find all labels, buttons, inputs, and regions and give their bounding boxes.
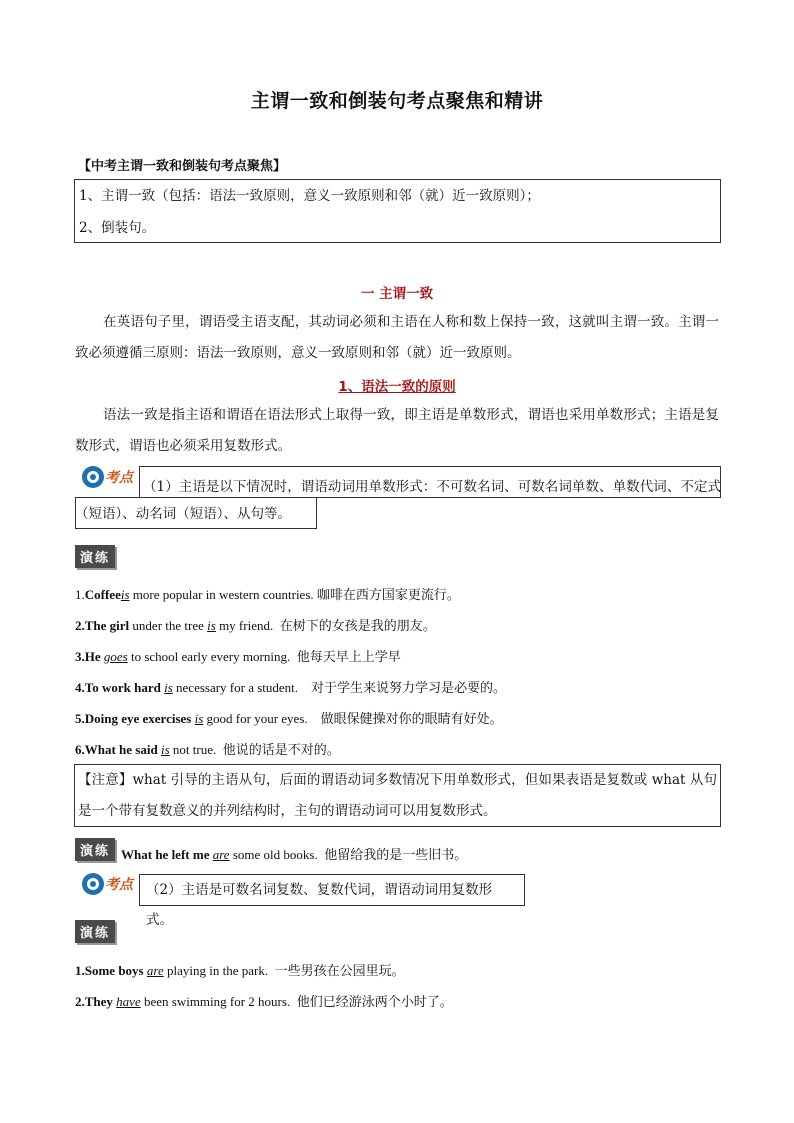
lianxi-label: 演练 — [75, 545, 115, 568]
note-text: 【注意】what 引导的主语从句，后面的谓语动词多数情况下用单数形式，但如果表语是复数或 what 从句是一个带有复数意义的并列结构时，主句的谓语动词可以用复数形式。 — [78, 772, 717, 819]
kaodian-box-1 — [75, 466, 721, 529]
target-icon — [82, 873, 104, 895]
kaodian-box-2 — [139, 874, 525, 928]
example-row: 1.Some boys are playing in the park. 一些男孩在公园里玩。 — [75, 963, 405, 979]
kaodian-marker-2 — [82, 873, 133, 895]
note-example: 演练 What he left me are some old books. 他留给我的是一些旧书。 — [75, 836, 467, 863]
focus-item-2: 2、倒装句。 — [79, 220, 156, 236]
sub1-paragraph: 语法一致是指主语和谓语在语法形式上取得一致，即主语是单数形式，谓语也采用单数形式；主语是复数形式，谓语也必须采用复数形式。 — [75, 407, 719, 454]
lianxi-badge-2 — [75, 920, 115, 943]
kaodian-text-1: （1）主语是以下情况时，谓语动词用单数形式：不可数名词、可数名词单数、单数代词、不定式（短语）、动名词（短语）、从句等。 — [75, 479, 721, 522]
example-row: 4.To work hard is necessary for a student. 对于学生来说努力学习是必要的。 — [75, 680, 507, 696]
example-row: 3.He goes to school early every morning. 他每天早上上学早 — [75, 649, 401, 665]
focus-item-1: 1、主谓一致（包括：语法一致原则，意义一致原则和邻（就）近一致原则）； — [79, 188, 540, 204]
lianxi-label: 演练 — [75, 838, 115, 861]
sub1-heading: 1、语法一致的原则 — [338, 379, 456, 395]
example-row: 2.The girl under the tree is my friend. 在树下的女孩是我的朋友。 — [75, 618, 436, 634]
section1-heading: 一 主谓一致 — [360, 286, 434, 302]
example-row: 1.Coffeeis more popular in western countries. 咖啡在西方国家更流行。 — [75, 587, 460, 603]
example-row: 5.Doing eye exercises is good for your eyes. 做眼保健操对你的眼睛有好处。 — [75, 711, 503, 727]
example-row: 2.They have been swimming for 2 hours. 他们已经游泳两个小时了。 — [75, 994, 453, 1010]
intro-paragraph: 在英语句子里，谓语受主语支配，其动词必须和主语在人称和数上保持一致，这就叫主谓一致。主谓一致必须遵循三原则：语法一致原则，意义一致原则和邻（就）近一致原则。 — [75, 314, 719, 361]
kaodian-label: 考点 — [105, 470, 133, 486]
page-title: 主谓一致和倒装句考点聚焦和精讲 — [250, 90, 544, 112]
lianxi-badge-1 — [75, 545, 115, 568]
note-box — [74, 764, 721, 827]
focus-label: 【中考主谓一致和倒装句考点聚焦】 — [78, 159, 287, 174]
example-row: 6.What he said is not true. 他说的话是不对的。 — [75, 742, 340, 758]
lianxi-label: 演练 — [75, 920, 115, 943]
kaodian-label: 考点 — [105, 877, 133, 893]
focus-box — [74, 179, 721, 243]
kaodian-text-2: （2）主语是可数名词复数、复数代词，谓语动词用复数形式。 — [146, 882, 493, 928]
